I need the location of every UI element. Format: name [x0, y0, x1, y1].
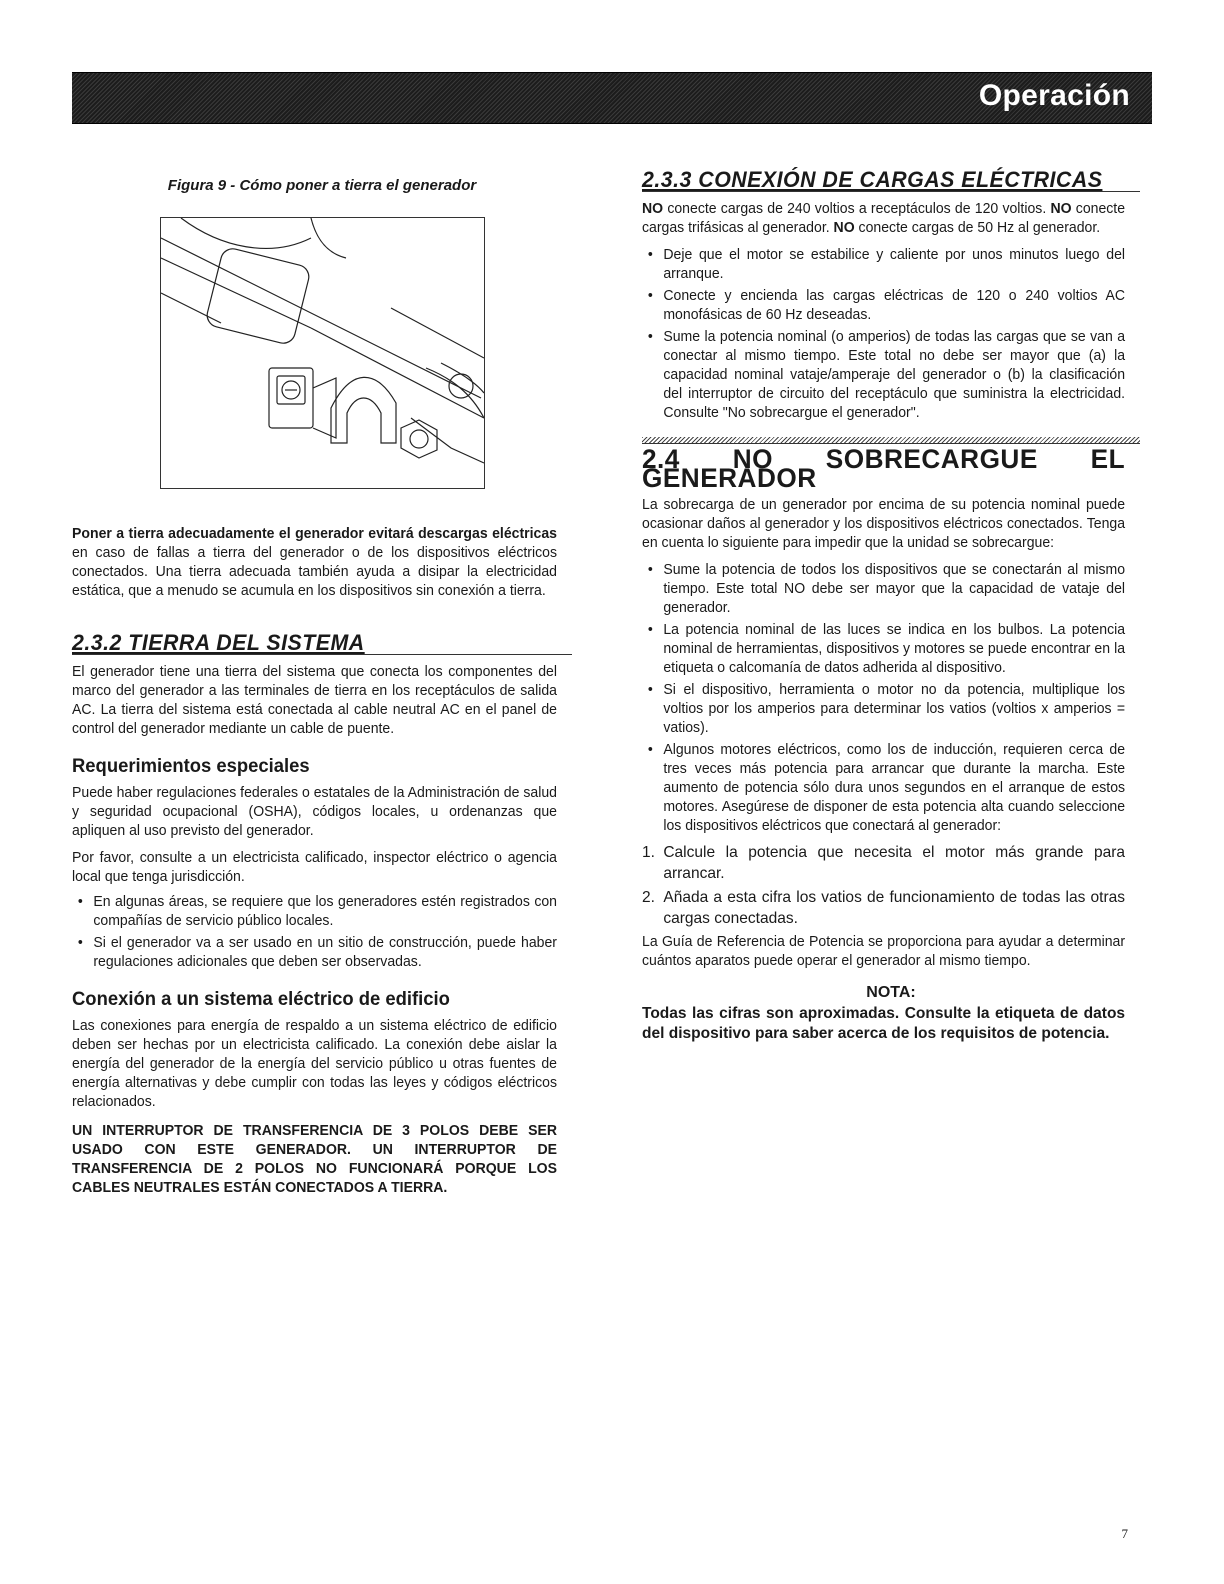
special-requirements-heading: Requerimientos especiales: [72, 756, 310, 777]
section-232-heading: [72, 630, 572, 655]
list-item: • Sume la potencia nominal (o amperios) de todas las cargas que se van a conectar al mismo tiempo. Este total no debe ser mayor que (a) la capacidad nominal vataje/amperaje del generador o (b) la clasificación del interruptor de circuito del receptáculo que suministra la electricidad. Consulte "No sobrecargue el generador".: [642, 328, 1125, 423]
section-233-list: [642, 246, 1140, 423]
page-number: 7: [1121, 1526, 1128, 1541]
section-232-title: 2.3.2 TIERRA DEL SISTEMA: [72, 630, 365, 655]
list-item: • Algunos motores eléctricos, como los de inducción, requieren cerca de tres veces más potencia para arrancar que durante la marcha. Este aumento de potencia sólo dura unos segundos en el arranque de estos motores. Asegúrese de disponer de esta potencia alta cuando seleccione los dispositivos eléctricos que conectará al generador:: [642, 741, 1125, 836]
building-connection-body: Las conexiones para energía de respaldo a un sistema eléctrico de edificio deben ser hechas por un electricista calificado. La conexión debe aislar la energía del generador de la energía del servicio público u otras fuentes de energía alternativas y debe cumplir con todas las leyes y códigos eléctricos relacionados.: [72, 1018, 557, 1110]
section-233-heading: [642, 167, 1140, 192]
note-title: NOTA:: [866, 984, 916, 1001]
generator-grounding-illustration: [161, 218, 484, 488]
list-item: • Si el generador va a ser usado en un sitio de construcción, puede haber regulaciones adicionales que deben ser observadas.: [72, 934, 557, 972]
intro-paragraph: Poner a tierra adecuadamente el generador evitará descargas eléctricas en caso de fallas a tierra del generador o de los dispositivos eléctricos conectados. Una tierra adecuada también ayuda a disipar la electricidad estática, que a menudo se acumula en los dispositivos sin conexión a tierra.: [72, 526, 557, 599]
power-guide-paragraph: La Guía de Referencia de Potencia se proporciona para ayudar a determinar cuántos aparatos puede operar el generador al mismo tiempo.: [642, 934, 1126, 969]
list-item: 1. Calcule la potencia que necesita el motor más grande para arrancar.: [642, 844, 1126, 882]
left-column: [72, 170, 572, 1198]
building-connection-heading: Conexión a un sistema eléctrico de edificio: [72, 989, 450, 1010]
special-requirements-p1: Puede haber regulaciones federales o estatales de la Administración de salud y seguridad ocupacional (OSHA), códigos locales, u ordenanzas que apliquen al uso previsto del generador.: [72, 785, 557, 839]
list-item: 2. Añada a esta cifra los vatios de funcionamiento de todas las otras cargas conectadas.: [642, 889, 1126, 927]
list-item: • Si el dispositivo, herramienta o motor no da potencia, multiplique los voltios por los amperios para determinar los vatios (voltios x amperios = vatios).: [642, 681, 1125, 738]
section-24-body: La sobrecarga de un generador por encima de su potencia nominal puede ocasionar daños al generador y los dispositivos eléctricos conectados. Tenga en cuenta lo siguiente para impedir que la unidad se sobrecargue:: [642, 497, 1126, 551]
figure-caption: Figura 9 - Cómo poner a tierra el generador: [167, 177, 477, 194]
section-233-intro: NO conecte cargas de 240 voltios a receptáculos de 120 voltios. NO conecte cargas trifásicas al generador. NO conecte cargas de 50 Hz al generador.: [642, 201, 1126, 236]
list-item: • Sume la potencia de todos los dispositivos que se conectarán al mismo tiempo. Este total NO debe ser mayor que la capacidad de vataje del generador.: [642, 561, 1125, 618]
list-item: • Deje que el motor se estabilice y caliente por unos minutos luego del arranque.: [642, 246, 1125, 284]
section-24-steps: [642, 842, 1140, 929]
special-requirements-p2: Por favor, consulte a un electricista calificado, inspector eléctrico o agencia local que tenga jurisdicción.: [72, 850, 557, 885]
section-233-title: 2.3.3 CONEXIÓN DE CARGAS ELÉCTRICAS: [642, 167, 1103, 192]
section-24-list: [642, 561, 1140, 836]
list-item: • Conecte y encienda las cargas eléctricas de 120 o 240 voltios AC monofásicas de 60 Hz deseadas.: [642, 287, 1125, 325]
grounding-figure: [160, 217, 485, 489]
section-24-title: 2.4 NO SOBRECARGUE EL GENERADOR: [642, 444, 1126, 493]
section-24-rule: [642, 437, 1140, 444]
note-body: Todas las cifras son aproximadas. Consulte la etiqueta de datos del dispositivo para saber acerca de los requisitos de potencia.: [642, 1005, 1126, 1042]
transfer-switch-warning: UN INTERRUPTOR DE TRANSFERENCIA DE 3 POLOS DEBE SER USADO CON ESTE GENERADOR. UN INTERRUPTOR DE TRANSFERENCIA DE 2 POLOS NO FUNCIONARÁ PORQUE LOS CABLES NEUTRALES ESTÁN CONECTADOS A TIERRA.: [72, 1123, 557, 1196]
list-item: • La potencia nominal de las luces se indica en los bulbos. La potencia nominal de herramientas, dispositivos y motores se puede encontrar en la etiqueta o calcomanía de datos adherida al dispositivo.: [642, 621, 1125, 678]
section-header-bar: [72, 72, 1152, 124]
right-column: [642, 167, 1140, 1044]
list-item: • En algunas áreas, se requiere que los generadores estén registrados con compañías de servicio público locales.: [72, 893, 557, 931]
special-requirements-list: [72, 893, 572, 972]
section-title: Operación: [978, 79, 1130, 112]
section-232-body: El generador tiene una tierra del sistema que conecta los componentes del marco del generador a las terminales de tierra en los receptáculos de salida AC. La tierra del sistema está conectada al cable neutral AC en el panel de control del generador mediante un cable de puente.: [72, 664, 557, 737]
